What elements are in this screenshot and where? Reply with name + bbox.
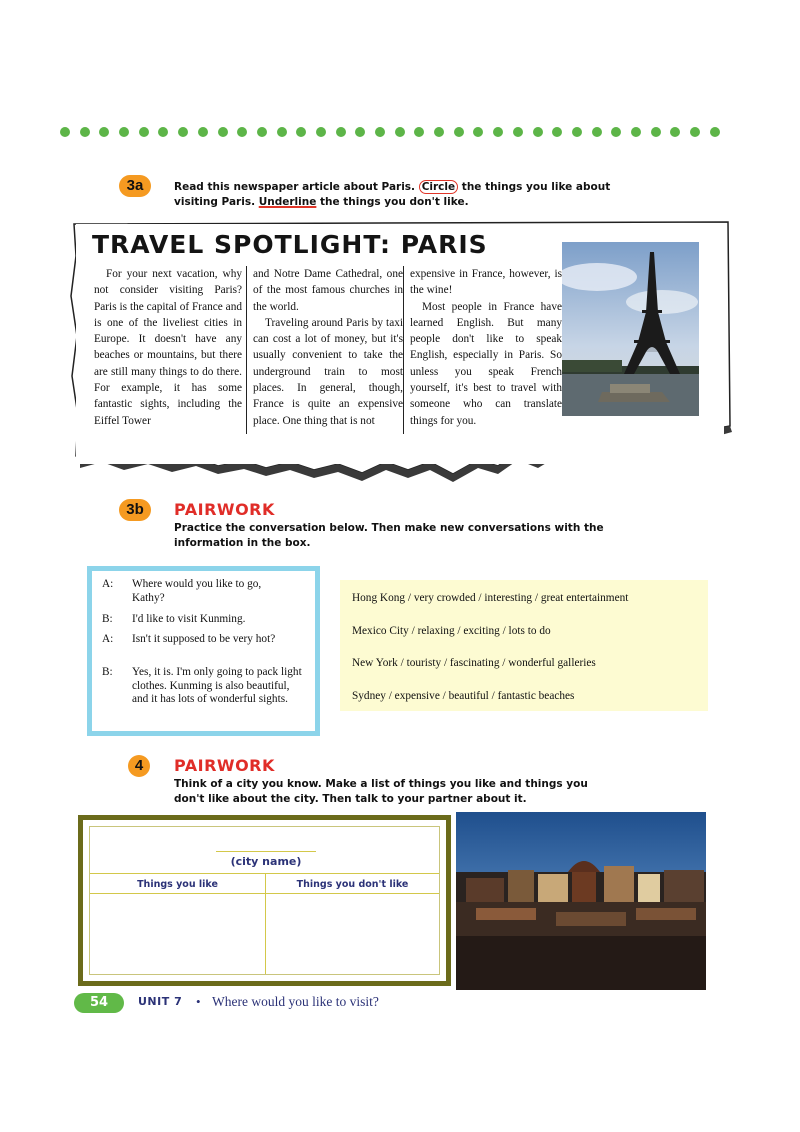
column-header-dislike: Things you don't like [296,879,409,890]
city-likes-table [78,815,451,986]
info-item: Hong Kong / very crowded / interesting / great entertainment [352,592,629,604]
unit-label: UNIT 7 [138,995,183,1008]
footer-bullet: • [196,994,201,1009]
conversation-box: A: Where would you like to go, Kathy? B: I'd like to visit Kunming. A: Isn't it supposed to be very hot? B: Yes, it is. I'm only going to pack light clothes. Kunming is also beautiful, and it has lots of wonderful sights. [87,566,320,736]
exercise-3a-badge: 3a [119,175,151,197]
exercise-3a-instruction: Read this newspaper article about Paris. Circle the things you like about visiting Paris. Underline the things you don't like. [174,181,611,208]
info-item: Mexico City / relaxing / exciting / lots to do [352,625,551,637]
dotted-divider [60,127,720,141]
article-travel-spotlight [76,224,724,464]
article-title: TRAVEL SPOTLIGHT: PARIS [92,230,488,259]
info-item: New York / touristy / fascinating / wonderful galleries [352,657,596,669]
eiffel-tower-photo [562,242,699,416]
page-number: 54 [74,993,124,1013]
city-skyline-photo [456,812,706,990]
exercise-4-badge: 4 [128,755,150,777]
column-header-like: Things you like [137,879,218,890]
city-name-label: (city name) [230,855,302,868]
article-column-1: For your next vacation, why not consider visiting Paris? Paris is the capital of France and is one of the liveliest cities in Europe. It doesn't have any beaches or mountains, but there are still many things to do there. For example, it has some fantastic sights, including the Eiffel Tower [94,268,242,427]
article-column-2: and Notre Dame Cathedral, one of the most famous churches in the world. Traveling around Paris by taxi can cost a lot of money, but it's usually convenient to take the underground train to most places. In general, though, France is quite an expensive place. One thing that is not [246,266,403,434]
article-column-3: expensive in France, however, is the wine! Most people in France have learned English. But many people don't like to speak English, especially in Paris. So unless you speak French yourself, it's best to travel with someone who can translate things for you. [403,266,562,434]
exercise-4-instruction: Think of a city you know. Make a list of things you like and things you don't like about the city. Then talk to your partner about it. [174,778,588,805]
info-item: Sydney / expensive / beautiful / fantastic beaches [352,690,575,702]
exercise-3b-badge: 3b [119,499,151,521]
unit-title: Where would you like to visit? [212,994,379,1009]
exercise-4-title: PAIRWORK [174,756,275,775]
exercise-3b-title: PAIRWORK [174,500,275,519]
exercise-3b-instruction: Practice the conversation below. Then make new conversations with the information in the box. [174,522,604,549]
information-box [340,580,708,711]
